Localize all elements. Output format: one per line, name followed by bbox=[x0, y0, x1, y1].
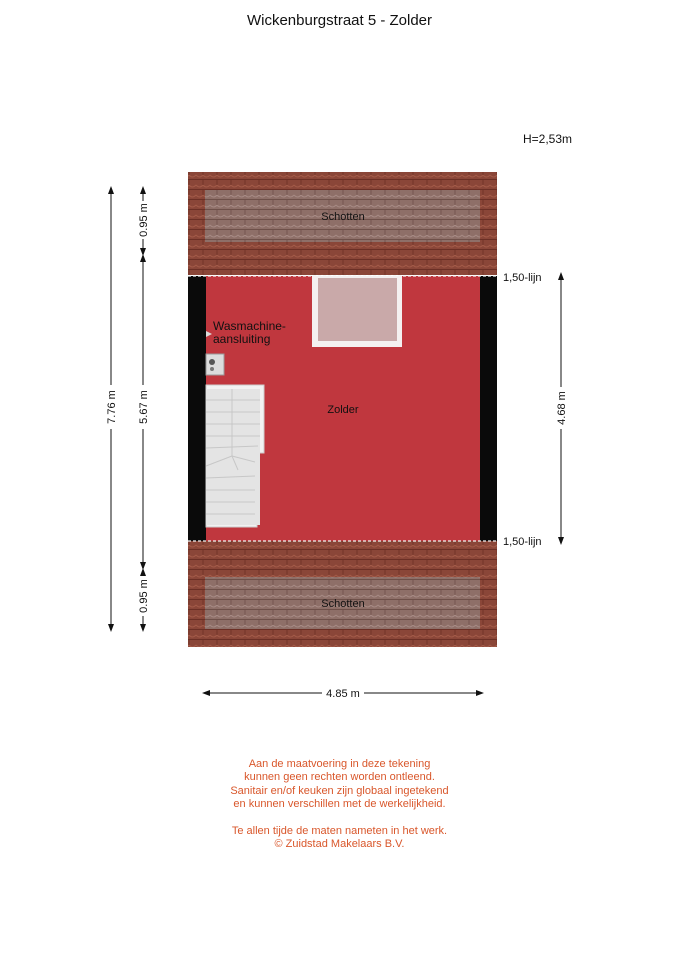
copyright-line: © Zuidstad Makelaars B.V. bbox=[274, 838, 405, 851]
bottom-eaves-label: Schotten bbox=[321, 598, 365, 610]
top-eaves-roof bbox=[188, 172, 497, 275]
usable-depth-label: 4.68 m bbox=[556, 391, 568, 425]
bottom-eaves-roof bbox=[188, 541, 497, 647]
washer-label-line2: aansluiting bbox=[213, 332, 271, 346]
staircase bbox=[206, 385, 264, 527]
eaves-top-label: 0.95 m bbox=[138, 203, 150, 237]
disclaimer-line: kunnen geen rechten worden ontleend. bbox=[244, 771, 435, 784]
plan-title: Wickenburgstraat 5 - Zolder bbox=[246, 12, 433, 29]
disclaimer-line: Te allen tijde de maten nameten in het werk. bbox=[231, 824, 448, 837]
ceiling-height-label: H=2,53m bbox=[523, 132, 573, 146]
top-eaves-label: Schotten bbox=[321, 211, 365, 223]
disclaimer bbox=[0, 758, 679, 851]
line-150-top-label: 1,50-lijn bbox=[503, 272, 542, 284]
width-label: 4.85 m bbox=[326, 688, 360, 700]
washer-connection-icon bbox=[206, 354, 224, 375]
wall-right bbox=[480, 276, 497, 541]
skylight bbox=[312, 276, 402, 347]
inner-depth-label: 5.67 m bbox=[138, 390, 150, 424]
disclaimer-line: Sanitair en/of keuken zijn globaal ingetekend bbox=[230, 784, 449, 797]
washer-label-line1: Wasmachine- bbox=[213, 319, 286, 333]
total-depth-label: 7.76 m bbox=[106, 390, 118, 424]
disclaimer-line: Aan de maatvoering in deze tekening bbox=[248, 758, 431, 770]
main-room-label: Zolder bbox=[327, 404, 359, 416]
eaves-bottom-label: 0.95 m bbox=[138, 579, 150, 613]
wall-left bbox=[188, 276, 206, 541]
line-150-bottom-label: 1,50-lijn bbox=[503, 536, 542, 548]
disclaimer-line: en kunnen verschillen met de werkelijkheid. bbox=[233, 798, 446, 811]
